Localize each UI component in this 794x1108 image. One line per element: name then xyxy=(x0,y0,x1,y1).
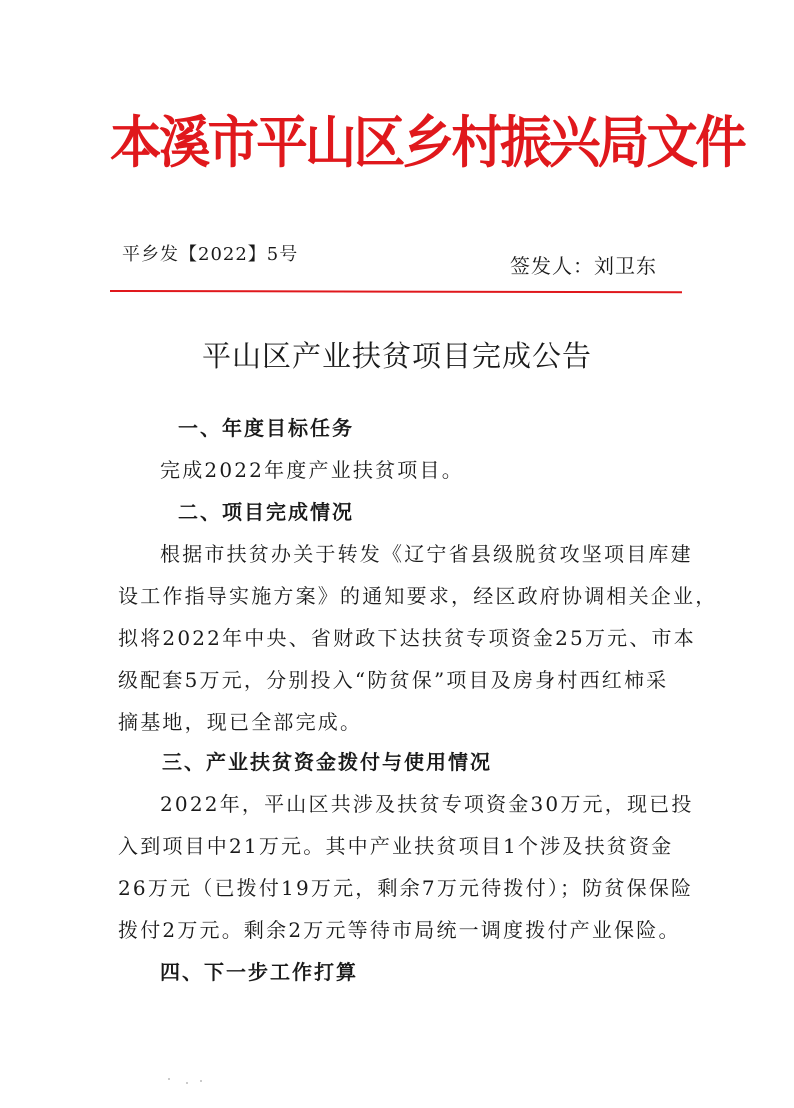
section-heading-2: 二、项目完成情况 xyxy=(178,500,354,524)
section-heading-4: 四、下一步工作打算 xyxy=(160,960,358,984)
paragraph-line: 2022年，平山区共涉及扶贫专项资金30万元，现已投 xyxy=(160,792,694,816)
paragraph-line: 根据市扶贫办关于转发《辽宁省县级脱贫攻坚项目库建 xyxy=(160,542,693,566)
paragraph-line: 级配套5万元，分别投入“防贫保”项目及房身村西红柿采 xyxy=(118,668,669,692)
notice-title: 平山区产业扶贫项目完成公告 xyxy=(201,339,592,373)
paragraph-line: 拟将2022年中央、省财政下达扶贫专项资金25万元、市本 xyxy=(118,626,696,650)
paragraph-line: 设工作指导实施方案》的通知要求，经区政府协调相关企业， xyxy=(118,584,718,608)
paragraph-line: 摘基地，现已全部完成。 xyxy=(118,710,363,734)
issuer: 签发人：刘卫东 xyxy=(510,254,657,278)
scan-speck xyxy=(200,1080,202,1082)
paragraph-line: 完成2022年度产业扶贫项目。 xyxy=(160,458,464,482)
paragraph-line: 拨付2万元。剩余2万元等待市局统一调度拨付产业保险。 xyxy=(118,918,681,942)
scan-speck xyxy=(168,1078,170,1080)
document-number: 平乡发【2022】5号 xyxy=(122,244,299,265)
section-heading-3: 三、产业扶贫资金拨付与使用情况 xyxy=(162,750,492,774)
section-heading-1: 一、年度目标任务 xyxy=(178,416,354,440)
paragraph-line: 26万元（已拨付19万元，剩余7万元待拨付）；防贫保保险 xyxy=(118,876,694,900)
paragraph-line: 入到项目中21万元。其中产业扶贫项目1个涉及扶贫资金 xyxy=(118,834,674,858)
header-divider-line xyxy=(110,290,682,293)
scan-speck xyxy=(186,1082,188,1084)
agency-title: 本溪市平山区乡村振兴局文件 xyxy=(110,110,744,176)
